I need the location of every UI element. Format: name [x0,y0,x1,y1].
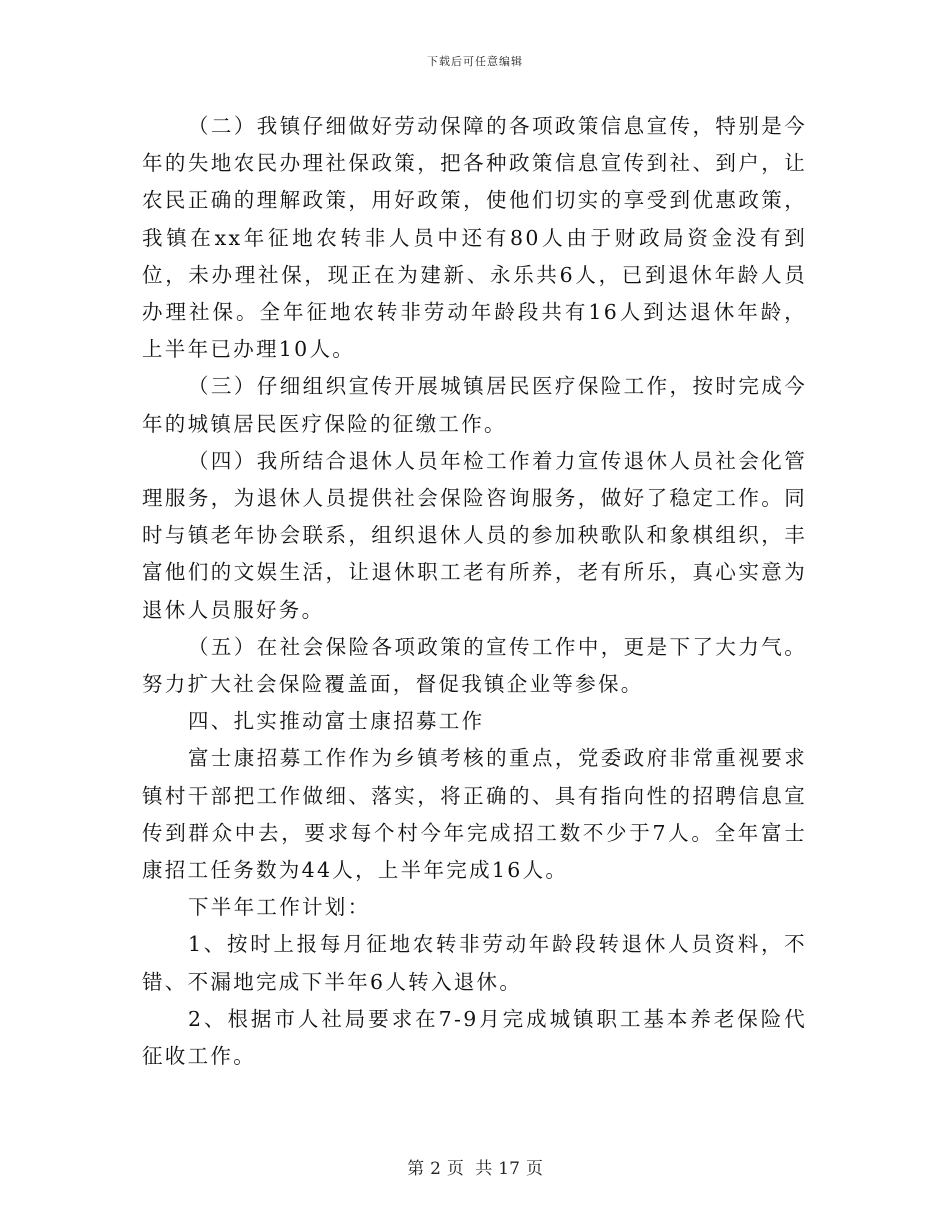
paragraph-retiree-services: （四）我所结合退休人员年检工作着力宣传退休人员社会化管理服务，为退休人员提供社会保险咨询服务，做好了稳定工作。同时与镇老年协会联系，组织退休人员的参加秧歌队和象棋组织，丰富他们的文娱生活，让退休职工老有所养，老有所乐，真心实意为退休人员服好务。 [142,448,807,622]
paragraph-insurance-coverage: （五）在社会保险各项政策的宣传工作中，更是下了大力气。努力扩大社会保险覆盖面，督促我镇企业等参保。 [142,634,807,697]
document-body [142,108,807,1075]
footer-suffix: 页 [525,1159,543,1179]
section-heading-plan: 下半年工作计划： [188,895,371,920]
paragraph-policy-publicity: （二）我镇仔细做好劳动保障的各项政策信息宣传，特别是今年的失地农民办理社保政策，把各种政策信息宣传到社、到户，让农民正确的理解政策，用好政策，使他们切实的享受到优惠政策，我镇在xx年征地农转非人员中还有80人由于财政局资金没有到位，未办理社保，现正在为建新、永乐共6人，已到退休年龄人员办理社保。全年征地农转非劳动年龄段共有16人到达退休年龄，上半年已办理10人。 [142,114,807,362]
plan-item-1: 1、按时上报每月征地农转非劳动年龄段转退休人员资料，不错、不漏地完成下半年6人转入退休。 [142,932,807,994]
paragraph-medical-insurance: （三）仔细组织宣传开展城镇居民医疗保险工作，按时完成今年的城镇居民医疗保险的征缴工作。 [142,374,807,436]
section-heading-foxconn: 四、扎实推动富士康招募工作 [188,709,485,734]
page-number: 2 [430,1159,441,1179]
footer-prefix: 第 [407,1159,425,1179]
footer-middle: 页 共 [446,1159,493,1179]
plan-item-2: 2、根据市人社局要求在7-9月完成城镇职工基本养老保险代征收工作。 [142,1006,807,1069]
page-total: 17 [498,1159,520,1179]
paragraph-foxconn-recruitment: 富士康招募工作作为乡镇考核的重点，党委政府非常重视要求镇村干部把工作做细、落实，将正确的、具有指向性的招聘信息宣传到群众中去，要求每个村今年完成招工数不少于7人。全年富士康招工任务数为44人，上半年完成16人。 [142,746,807,883]
page-footer [0,1154,950,1179]
page-header: 下载后可任意编辑 [427,55,523,68]
